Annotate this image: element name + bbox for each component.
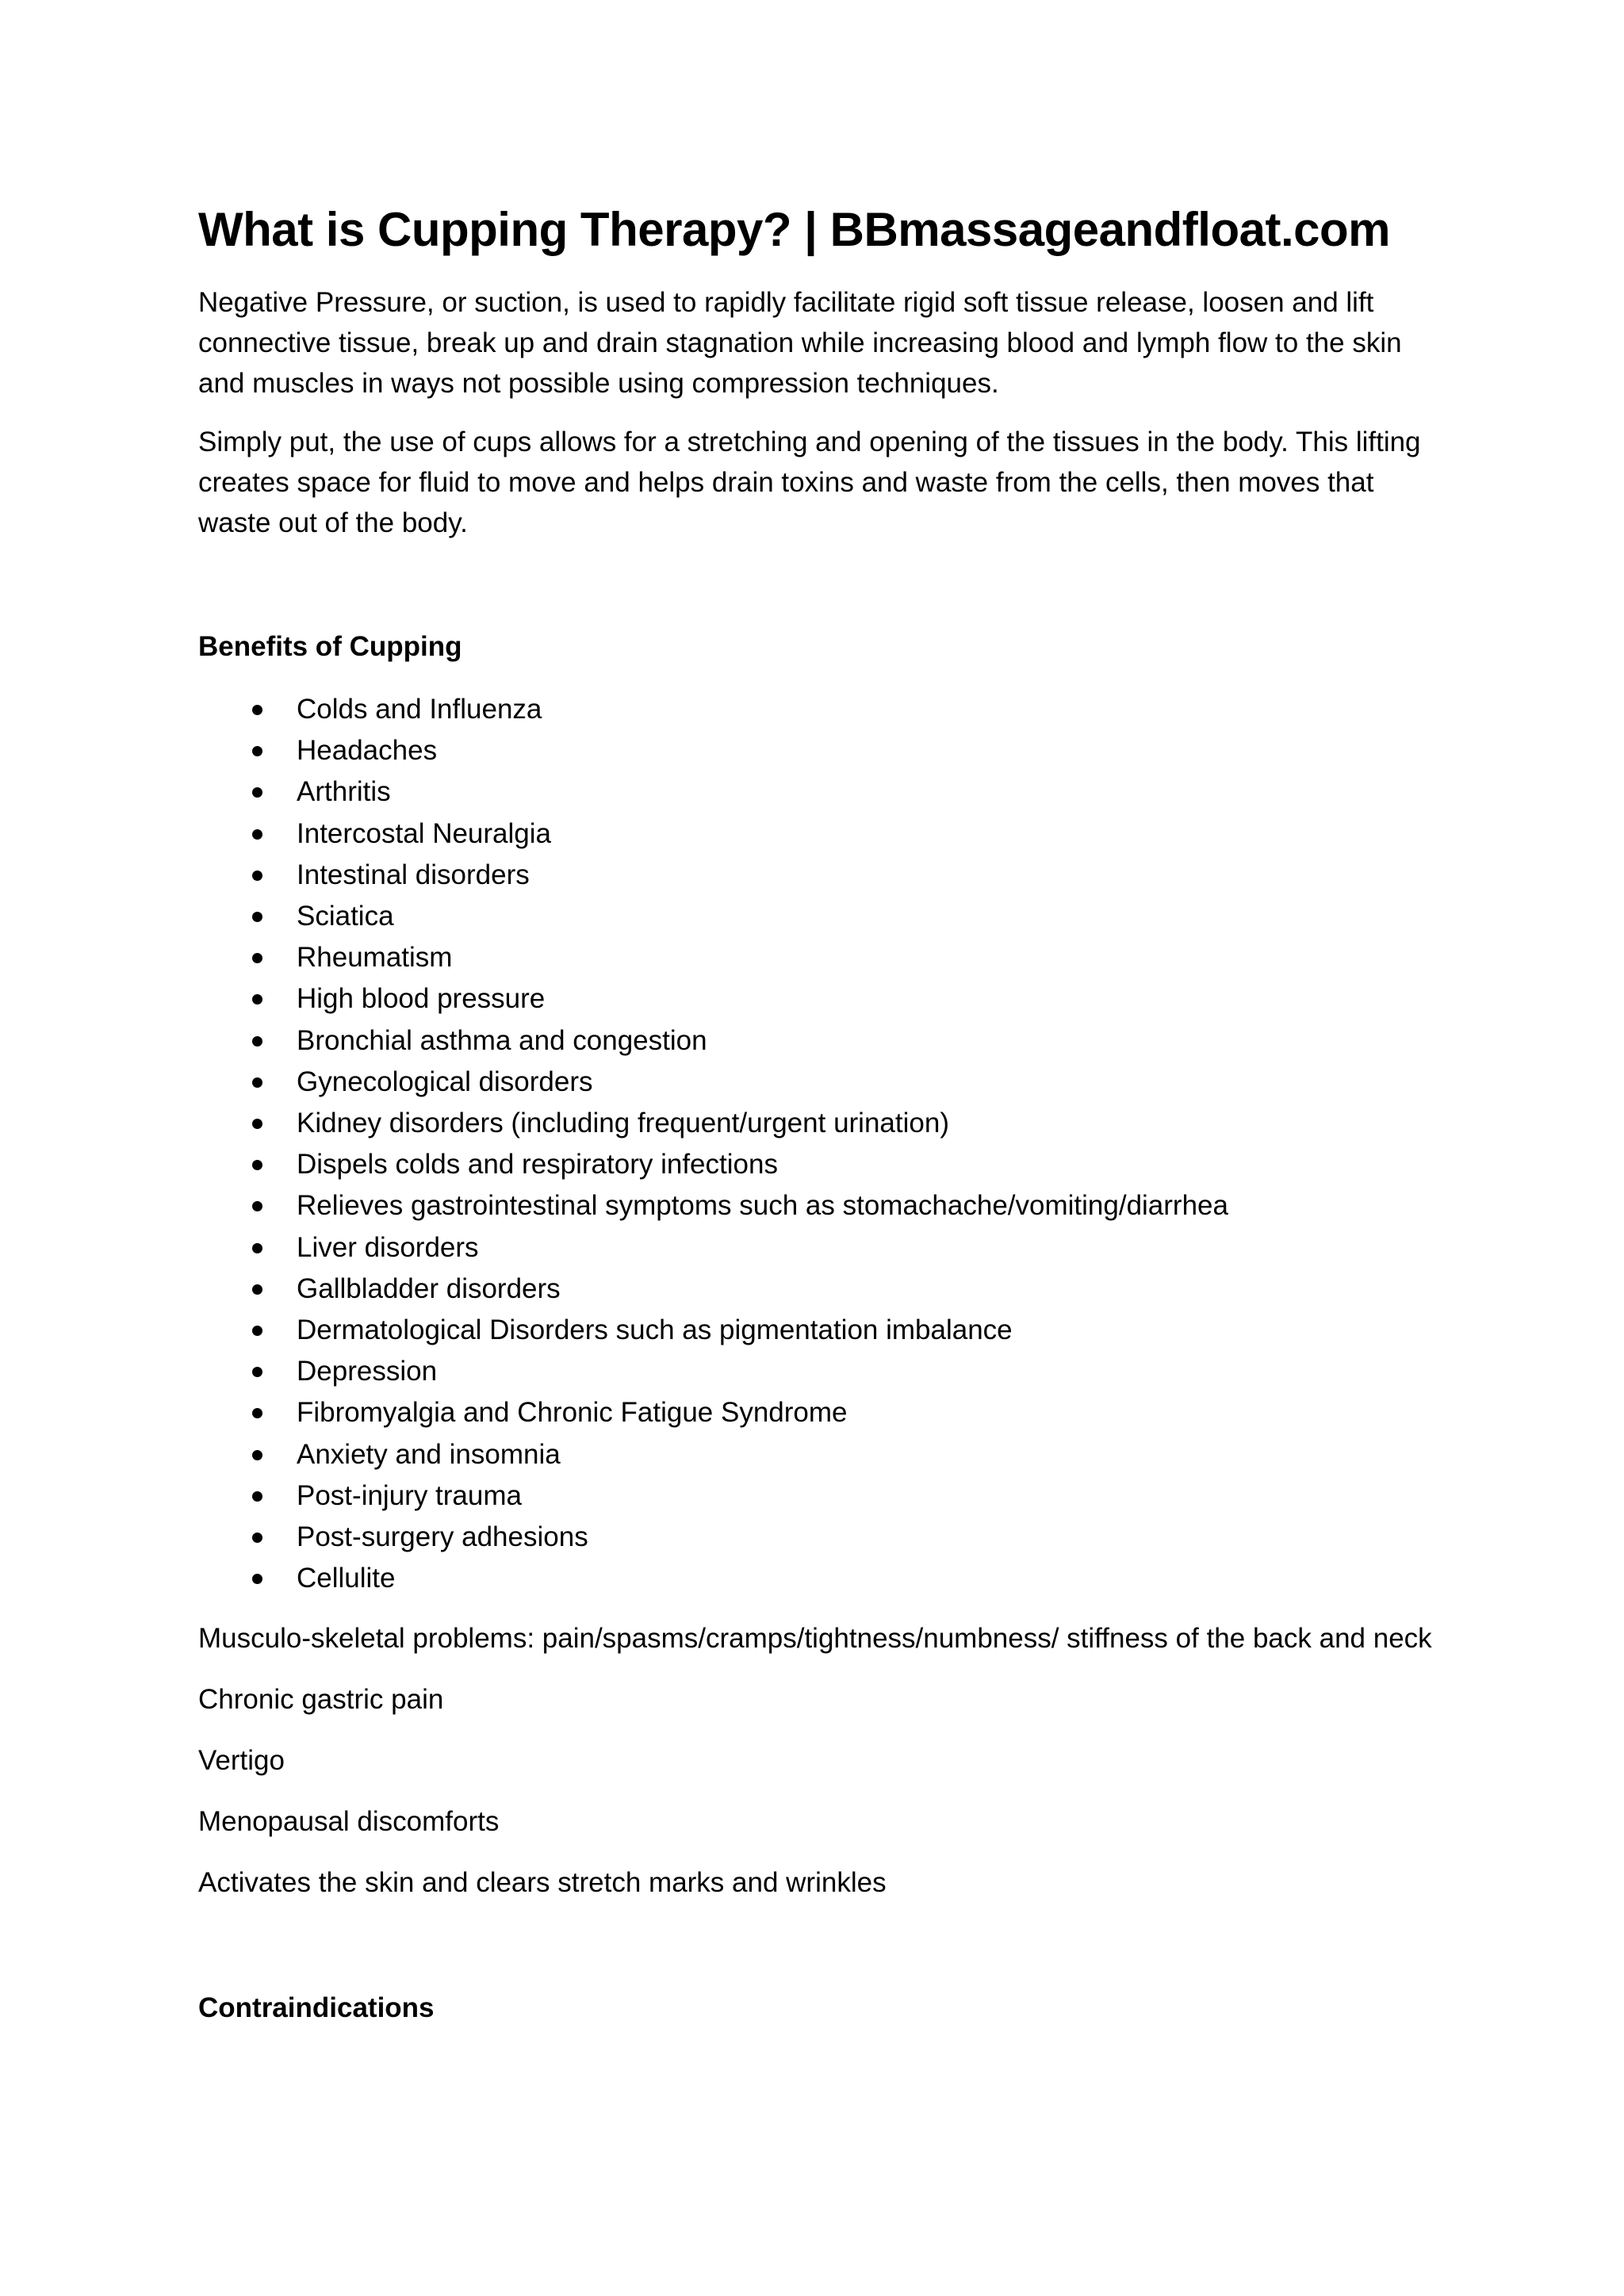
page-title: What is Cupping Therapy? | BBmassageandfloat.com: [198, 203, 1390, 256]
list-item-text: Post-surgery adhesions: [297, 1521, 588, 1553]
bullet-icon: [252, 1533, 262, 1543]
bullet-icon: [252, 829, 262, 840]
list-item: [198, 1310, 1435, 1351]
list-item-text: Headaches: [297, 735, 438, 767]
bullet-icon: [252, 1284, 262, 1295]
list-item-text: Post-injury trauma: [297, 1479, 522, 1511]
additional-item: Vertigo: [198, 1745, 285, 1777]
list-item: [198, 1269, 1435, 1310]
list-item: [198, 1103, 1435, 1144]
benefits-list: [198, 689, 1435, 1599]
list-item-text: Gallbladder disorders: [297, 1272, 561, 1304]
bullet-icon: [252, 1450, 262, 1460]
benefits-heading: Benefits of Cupping: [198, 631, 462, 662]
additional-item: Chronic gastric pain: [198, 1684, 444, 1716]
list-item: [198, 1020, 1435, 1062]
additional-item: Musculo-skeletal problems: pain/spasms/cramps/tightness/numbness/ stiffness of the back and neck: [198, 1623, 1432, 1655]
list-item-text: Arthritis: [297, 776, 391, 808]
bullet-icon: [252, 1491, 262, 1502]
list-item: [198, 1392, 1435, 1433]
bullet-icon: [252, 1408, 262, 1418]
bullet-icon: [252, 746, 262, 756]
bullet-icon: [252, 1119, 262, 1129]
list-item: [198, 1144, 1435, 1185]
list-item: [198, 813, 1435, 855]
list-item-text: Fibromyalgia and Chronic Fatigue Syndrome: [297, 1397, 848, 1429]
list-item: [198, 771, 1435, 813]
additional-item: Menopausal discomforts: [198, 1806, 500, 1838]
list-item-text: Gynecological disorders: [297, 1066, 593, 1097]
bullet-icon: [252, 912, 262, 922]
bullet-icon: [252, 953, 262, 963]
list-item-text: Liver disorders: [297, 1231, 479, 1263]
intro-paragraph: Simply put, the use of cups allows for a stretching and opening of the tissues in the body. This lifting creates space for fluid to move and helps drain toxins and waste from the cells, then moves that waste out of the body.: [198, 427, 1421, 538]
list-item-text: Colds and Influenza: [297, 694, 542, 725]
list-item-text: Bronchial asthma and congestion: [297, 1024, 707, 1056]
bullet-icon: [252, 1077, 262, 1088]
list-item: [198, 689, 1435, 730]
list-item: [198, 1351, 1435, 1392]
list-item: [198, 1185, 1435, 1226]
list-item-text: Relieves gastrointestinal symptoms such as stomachache/vomiting/diarrhea: [297, 1190, 1228, 1222]
list-item-text: Sciatica: [297, 901, 394, 932]
bullet-icon: [252, 994, 262, 1004]
bullet-icon: [252, 1160, 262, 1170]
contraindications-heading: Contraindications: [198, 1992, 435, 2024]
bullet-icon: [252, 1201, 262, 1211]
list-item: [198, 1475, 1435, 1517]
list-item: [198, 896, 1435, 937]
list-item-text: High blood pressure: [297, 983, 546, 1015]
list-item-text: Intercostal Neuralgia: [297, 817, 551, 849]
list-item-text: Dermatological Disorders such as pigmentation imbalance: [297, 1314, 1013, 1346]
list-item: [198, 1558, 1435, 1599]
list-item: [198, 978, 1435, 1020]
list-item: [198, 1434, 1435, 1475]
list-item: [198, 937, 1435, 978]
list-item: [198, 1517, 1435, 1558]
list-item-text: Intestinal disorders: [297, 859, 530, 890]
intro-paragraph: Negative Pressure, or suction, is used to rapidly facilitate rigid soft tissue release, loosen and lift connective tissue, break up and drain stagnation while increasing blood and lymph flow to the skin and muscles in ways not possible using compression techniques.: [198, 287, 1402, 399]
bullet-icon: [252, 1243, 262, 1253]
list-item-text: Dispels colds and respiratory infections: [297, 1149, 778, 1181]
bullet-icon: [252, 1036, 262, 1047]
list-item-text: Depression: [297, 1356, 438, 1387]
list-item-text: Cellulite: [297, 1563, 396, 1594]
bullet-icon: [252, 1367, 262, 1377]
additional-item: Activates the skin and clears stretch marks and wrinkles: [198, 1867, 887, 1899]
list-item: [198, 855, 1435, 896]
list-item: [198, 1227, 1435, 1269]
bullet-icon: [252, 787, 262, 798]
document-content: [198, 198, 1435, 2028]
bullet-icon: [252, 705, 262, 715]
list-item-text: Rheumatism: [297, 942, 453, 974]
bullet-icon: [252, 1326, 262, 1336]
bullet-icon: [252, 871, 262, 881]
bullet-icon: [252, 1574, 262, 1584]
list-item-text: Kidney disorders (including frequent/urgent urination): [297, 1108, 949, 1139]
list-item-text: Anxiety and insomnia: [297, 1438, 561, 1470]
list-item: [198, 730, 1435, 771]
list-item: [198, 1062, 1435, 1103]
